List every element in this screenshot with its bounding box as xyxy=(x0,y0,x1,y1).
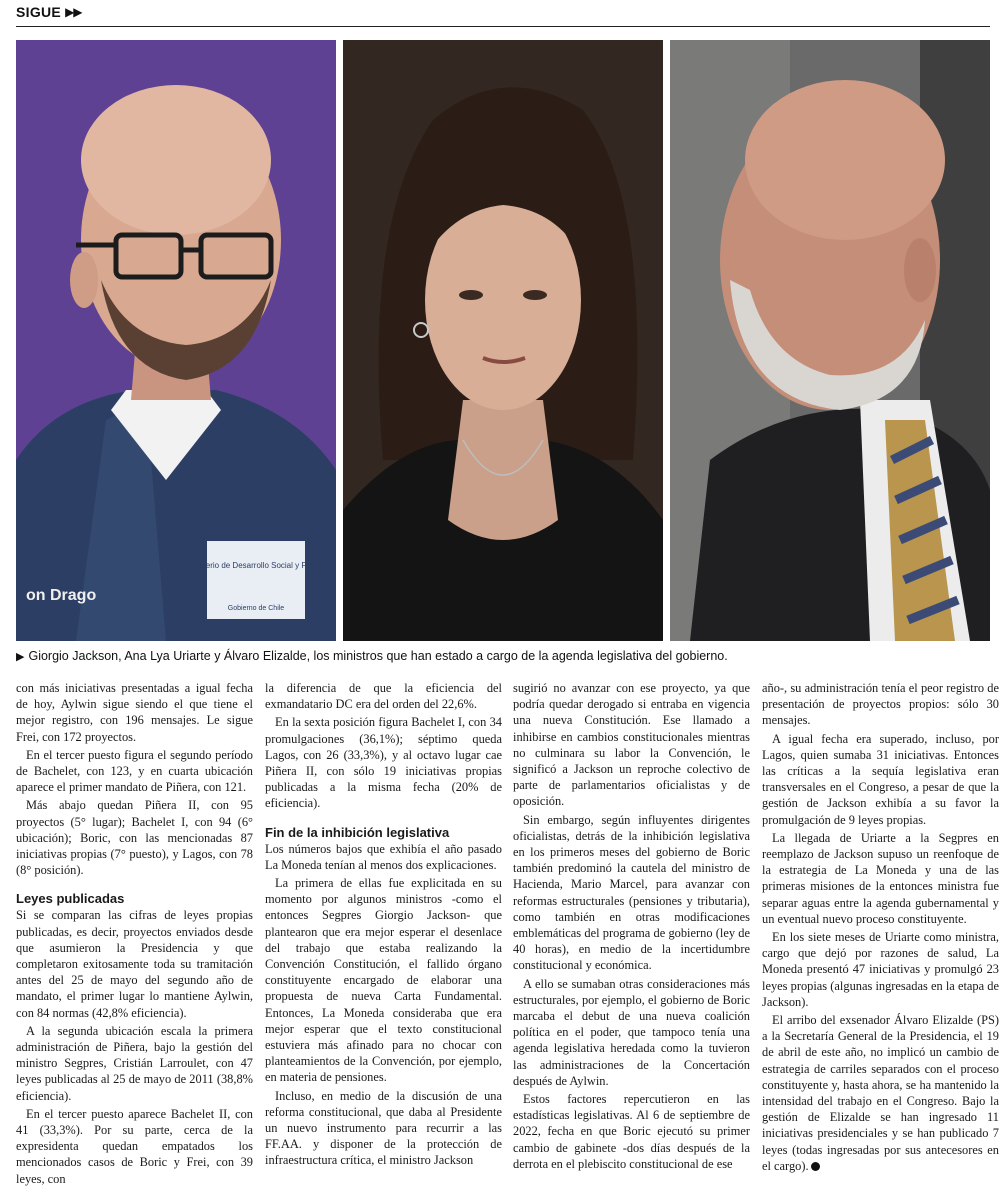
caption-text: Giorgio Jackson, Ana Lya Uriarte y Álvaro Elizalde, los ministros que han estado a cargo de la agenda legislativa del gobierno. xyxy=(28,649,728,663)
continued-text: SIGUE xyxy=(16,4,62,20)
paragraph: Más abajo quedan Piñera II, con 95 proyectos (5° lugar); Bachelet I, con 94 (6° ubicación); Boric, con las mencionadas 87 iniciativas propias (7° puesto), y Lagos, con 78 (8° posición). xyxy=(16,798,253,878)
paragraph: Si se comparan las cifras de leyes propias publicadas, es decir, proyectos enviados desde que asumieron la Presidencia y que completaron exitosamente toda su tramitación antes del 25 de mayo del segundo año de mandato, el primer lugar lo mantiene Aylwin, con 84 normas (42,8% eficiencia). xyxy=(16,908,253,1020)
paragraph: Estos factores repercutieron en las estadísticas legislativas. Al 6 de septiembre de 2022, fecha en que Boric ejecutó su primer cambio de gabinete -dos días después de la derrota en el plebiscito constitucional de ese xyxy=(513,1092,750,1171)
paragraph: En el tercer puesto aparece Bachelet II, con 41 (33,3%). Por su parte, cerca de la expresidenta quedan empatados los mencionados casos de Boric y Frei, con 39 leyes, con xyxy=(16,1106,253,1186)
article-column-4 xyxy=(762,680,999,1176)
photo-ana-lya-uriarte xyxy=(343,40,663,641)
paragraph: La llegada de Uriarte a la Segpres en reemplazo de Jackson supuso un reenfoque de la estrategia de La Moneda y una de las primeras misiones de la entonces ministra fue separar aguas entre la agenda gubernamental y un eventual nuevo proceso constituyente. xyxy=(762,830,999,926)
paragraph: A la segunda ubicación escala la primera administración de Piñera, bajo la gestión del ministro Segpres, Cristián Larroulet, con 47 leyes publicadas al 25 de mayo de 2011 (38,8% eficiencia). xyxy=(16,1023,253,1103)
subheading-leyes-publicadas: Leyes publicadas xyxy=(16,891,125,907)
photo-giorgio-jackson xyxy=(16,40,336,641)
paragraph: La primera de ellas fue explicitada en su momento por algunos ministros -como el entonces Segpres Giorgio Jackson- que plantearon que era mejor esperar el desenlace del trabajo que estaba realizando la Convención Constitución, el fallido órgano constituyente encargado de elaborar una propuesta de nueva Carta Fundamental. Entonces, La Moneda consideraba que era mejor esperar que el texto constitucional estuviera más afinado para no chocar con planteamientos de la Convención, por ejemplo, en materia de pensiones. xyxy=(265,876,502,1085)
photo-alvaro-elizalde xyxy=(670,40,990,641)
photo-caption xyxy=(16,649,990,663)
jackson-portrait-illustration xyxy=(16,40,336,641)
continued-label xyxy=(16,4,82,20)
paragraph: A ello se sumaban otras consideraciones más estructurales, por ejemplo, el gobierno de Boric marcaba el debut de una nueva coalición política en el poder, que tampoco tenía una agenda legislativa heredada como la tuvieron las administraciones de la Concertación después de Aylwin. xyxy=(513,976,750,1088)
end-of-article-icon xyxy=(811,1162,820,1171)
final-paragraph-text: El arribo del exsenador Álvaro Elizalde (PS) a la Secretaría General de la Presidencia, el 19 de abril de este año, no implicó un cambio de estrategia de carriles separados con el proceso constituyente y, hasta ahora, se ha mantenido la intensidad del trabajo en el Congreso. Bajo la gestión de Elizalde se han ingresado 11 iniciativas presidenciales y se han publicado 7 leyes (todas ingresadas por sus antecesores en el cargo). xyxy=(762,1013,999,1173)
paragraph: En el tercer puesto figura el segundo período de Bachelet, con 123, y en cuarta ubicación aparece el primer mandato de Piñera, con 121. xyxy=(16,747,253,795)
paragraph: con más iniciativas presentadas a igual fecha de hoy, Aylwin sigue siendo el que tiene el mejor registro, con 196 mensajes. Le sigue Frei, con 172 proyectos. xyxy=(16,681,253,744)
paragraph: En los siete meses de Uriarte como ministra, cargo que dejó por razones de salud, La Moneda presentó 47 iniciativas y promulgó 23 leyes propias (algunas ingresadas en la etapa de Jackson). xyxy=(762,930,999,1009)
caption-marker-icon: ▶ xyxy=(16,651,25,663)
subheading-fin-inhibicion: Fin de la inhibición legislativa xyxy=(265,824,450,840)
paragraph: sugirió no avanzar con ese proyecto, ya que podría quedar derogado si entraba en vigencia una nueva Constitución. Ese llamado a inhibirse en cambios constitucionales mientras no culminara su labor la Convención, le significó a Jackson un reproche colectivo de parte de parlamentarios oficialistas y de oposición. xyxy=(513,681,750,809)
paragraph: Sin embargo, según influyentes dirigentes oficialistas, detrás de la inhibición legislativa en los primeros meses del gobierno de Boric también predominó la cautela del ministro de Hacienda, Mario Marcel, para avanzar con reformas estructurales (pensiones y tributaria), como también en otras modificaciones emblemáticas del programa de gobierno (ley de 40 horas), en medio de la incertidumbre constitucional y económica. xyxy=(513,812,750,973)
paragraph: A igual fecha era superado, incluso, por Lagos, quien sumaba 31 iniciativas. Entonces las críticas a la sequía legislativa eran transversales en el Congreso, a pesar de que la gestión de Jackson exhibía a su favor la promulgación de 9 leyes propias. xyxy=(762,731,999,827)
article-column-3 xyxy=(513,680,750,1174)
elizalde-portrait-illustration xyxy=(670,40,990,641)
header-rule xyxy=(16,26,990,27)
article-column-1 xyxy=(16,680,253,1189)
jacket-badge-subtext: Gobierno de Chile xyxy=(227,605,285,612)
continue-arrows-icon: ▶▶ xyxy=(65,5,82,19)
paragraph: la diferencia de que la eficiencia del exmandatario DC era del orden del 22,6%. xyxy=(265,681,502,712)
paragraph: Los números bajos que exhibía el año pasado La Moneda tenían al menos dos explicaciones. xyxy=(265,841,502,872)
jacket-embroidery-text: on Drago xyxy=(26,587,97,604)
uriarte-portrait-illustration xyxy=(343,40,663,641)
paragraph-final xyxy=(762,1012,999,1174)
paragraph: año-, su administración tenía el peor registro de presentación de proyectos propios: sólo 30 mensajes. xyxy=(762,681,999,728)
article-column-2 xyxy=(265,680,502,1171)
paragraph: En la sexta posición figura Bachelet I, con 34 promulgaciones (36,1%); séptimo queda Lagos, con 26 (33,3%), y al octavo lugar cae Piñera II, con sólo 19 iniciativas propias publicadas a la misma fecha (20% de eficiencia). xyxy=(265,715,502,811)
jacket-badge-text: Ministerio de Desarrollo Social y Familia xyxy=(184,561,328,570)
paragraph: Incluso, en medio de la discusión de una reforma constitucional, que daba al Presidente un nuevo instrumento para recurrir a las FF.AA. y disponer de la protección de infraestructura crítica, el ministro Jackson xyxy=(265,1088,502,1168)
